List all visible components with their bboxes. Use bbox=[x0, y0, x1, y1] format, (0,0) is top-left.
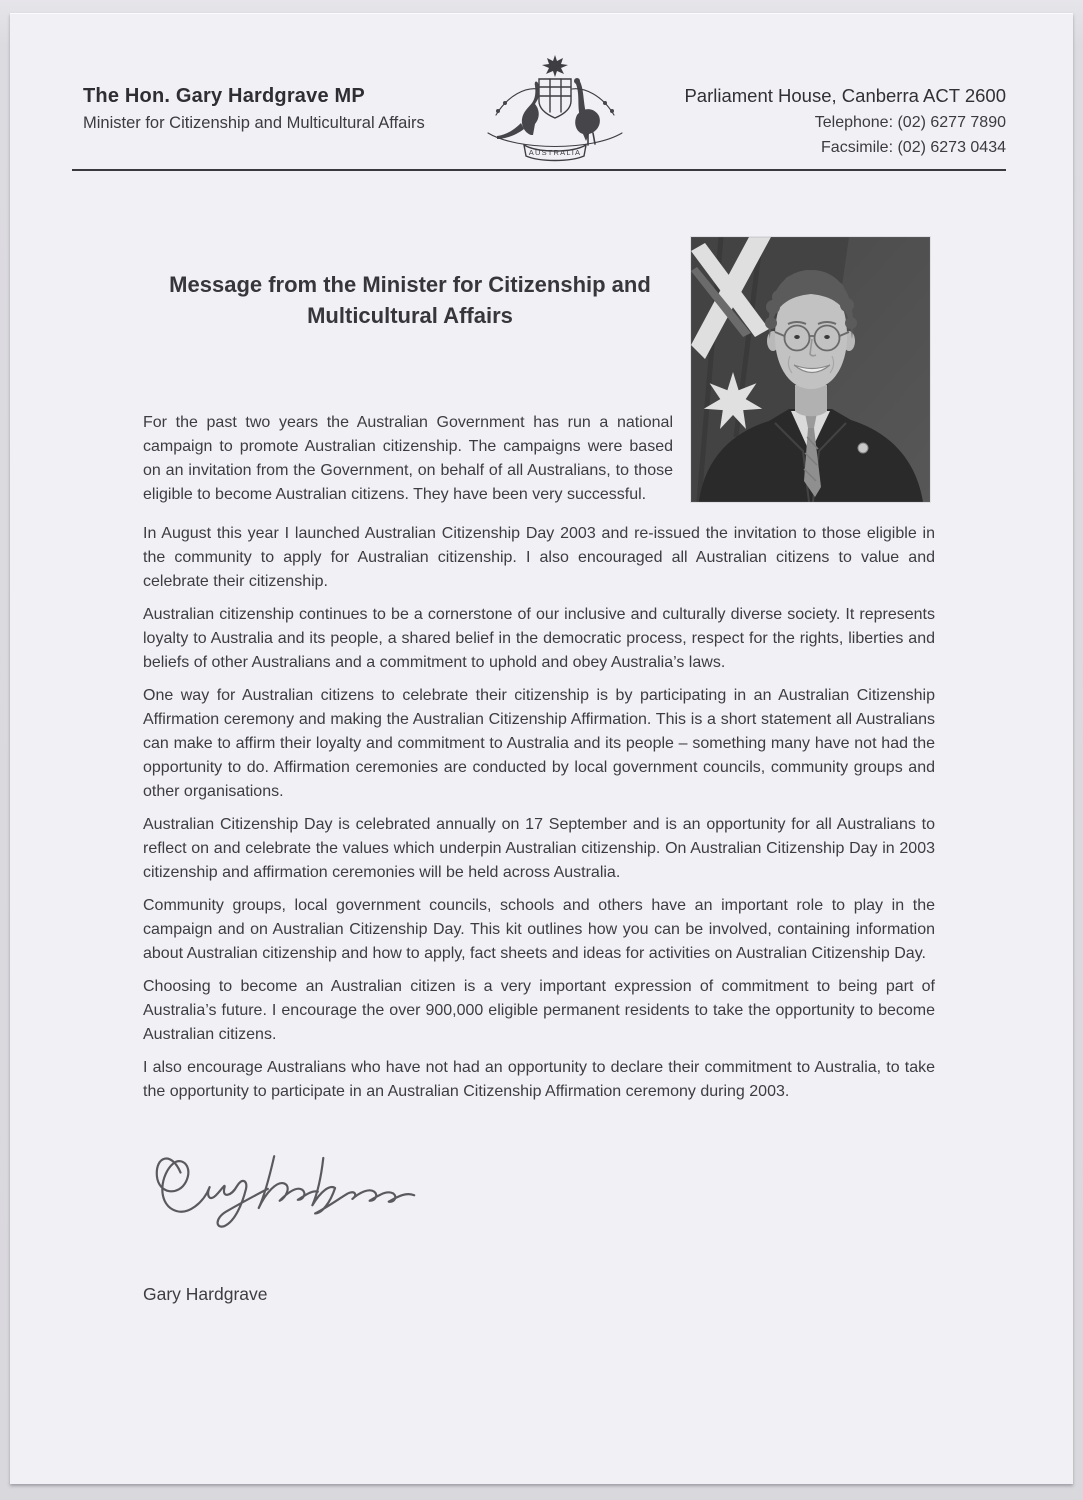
minister-role: Minister for Citizenship and Multicultural Affairs bbox=[83, 114, 425, 132]
signed-name: Gary Hardgrave bbox=[143, 1284, 268, 1304]
letter-paragraph: For the past two years the Australian Government has run a national campaign to promote Australian citizenship. The campaigns were based on an invitation from the Government, on behalf of all Australians, to those eligible to become Australian citizens. They have been very successful. bbox=[143, 414, 673, 503]
handwritten-signature bbox=[145, 1138, 427, 1238]
minister-portrait-photo bbox=[691, 237, 930, 502]
letter-page bbox=[10, 13, 1073, 1484]
australian-coat-of-arms-icon bbox=[476, 53, 634, 165]
letter-body bbox=[143, 171, 935, 1305]
address-line: Parliament House, Canberra ACT 2600 bbox=[684, 85, 1006, 106]
letter-paragraph: Australian Citizenship Day is celebrated annually on 17 September and is an opportunity for all Australians to reflect on and celebrate the values which underpin Australian citizenship. On Australian Citizenship Day in 2003 citizenship and affirmation ceremonies will be held across Australia. bbox=[143, 816, 935, 881]
letterhead-contact bbox=[684, 85, 1006, 157]
letter-paragraph: One way for Australian citizens to celebrate their citizenship is by participating in an Australian Citizenship Affirmation ceremony and making the Australian Citizenship Affirmation. This is a short statement all Australians can make to affirm their loyalty and commitment to Australia and its people – something many have not had the opportunity to do. Affirmation ceremonies are conducted by local government councils, community groups and other organisations. bbox=[143, 687, 935, 800]
letter-paragraph: I also encourage Australians who have not had an opportunity to declare their commitment to Australia, to take the opportunity to participate in an Australian Citizenship Affirmation ceremony during 2003. bbox=[143, 1059, 935, 1100]
letter-paragraph: Community groups, local government councils, schools and others have an important role to play in the campaign and on Australian Citizenship Day. This kit outlines how you can be involved, containing information about Australian citizenship and how to apply, fact sheets and ideas for activities on Australian Citizenship Day. bbox=[143, 897, 935, 962]
letterhead-sender bbox=[83, 85, 425, 133]
letter-paragraph: Australian citizenship continues to be a cornerstone of our inclusive and culturally diverse society. It represents loyalty to Australia and its people, a shared belief in the democratic process, respect for the rights, liberties and beliefs of other Australians and a commitment to uphold and obey Australia’s laws. bbox=[143, 606, 935, 671]
crest-banner-text: AUSTRALIA bbox=[528, 148, 582, 157]
letter-title: Message from the Minister for Citizenship and Multicultural Affairs bbox=[169, 272, 651, 328]
letter-paragraph: Choosing to become an Australian citizen is a very important expression of commitment to being part of Australia’s future. I encourage the over 900,000 eligible permanent residents to take the opportunity to become Australian citizens. bbox=[143, 978, 935, 1043]
facsimile-line: Facsimile: (02) 6273 0434 bbox=[821, 139, 1006, 156]
telephone-line: Telephone: (02) 6277 7890 bbox=[814, 114, 1006, 131]
letter-paragraph: In August this year I launched Australian Citizenship Day 2003 and re-issued the invitation to those eligible in the community to apply for Australian citizenship. I also encouraged all Australian citizens to value and celebrate their citizenship. bbox=[143, 525, 935, 590]
crest-star bbox=[542, 55, 568, 77]
lapel-pin bbox=[858, 443, 868, 453]
minister-name: The Hon. Gary Hardgrave MP bbox=[83, 85, 365, 107]
